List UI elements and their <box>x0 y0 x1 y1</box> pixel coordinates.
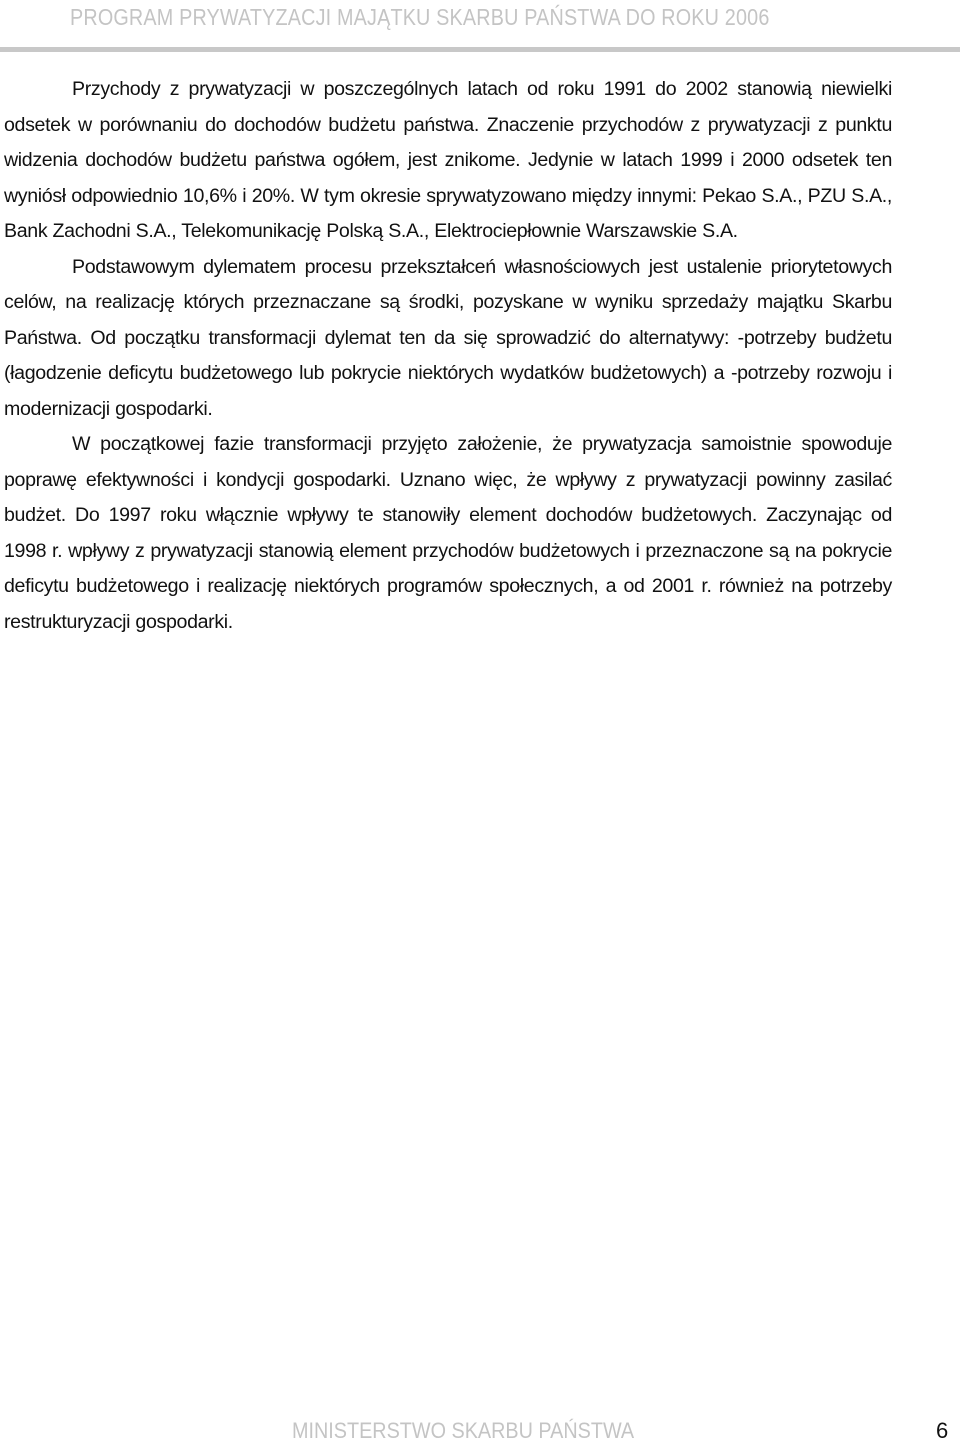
paragraph-1: Przychody z prywatyzacji w poszczególnych latach od roku 1991 do 2002 stanowią niewielki odsetek w porównaniu do dochodów budżetu państwa. Znaczenie przychodów z prywatyzacji z punktu widzenia dochodów budżetu państwa ogółem, jest znikome. Jedynie w latach 1999 i 2000 odsetek ten wyniósł odpowiednio 10,6% i 20%. W tym okresie sprywatyzowano między innymi: Pekao S.A., PZU S.A., Bank Zachodni S.A., Telekomunikację Polską S.A., Elektrociepłownie Warszawskie S.A. <box>4 78 892 242</box>
header-divider <box>0 47 960 52</box>
paragraph-2: Podstawowym dylematem procesu przekształceń własnościowych jest ustalenie priorytetowych celów, na realizację których przeznaczane są środki, pozyskane w wyniku sprzedaży majątku Skarbu Państwa. Od początku transformacji dylemat ten da się sprowadzić do alternatywy: -potrzeby budżetu (łagodzenie deficytu budżetowego lub pokrycie niektórych wydatków budżetowych) a -potrzeby rozwoju i modernizacji gospodarki. <box>4 255 892 420</box>
document-body <box>4 72 892 640</box>
paragraph-3: W początkowej fazie transformacji przyjęto założenie, że prywatyzacja samoistnie spowoduje poprawę efektywności i kondycji gospodarki. Uznano więc, że wpływy z prywatyzacji powinny zasilać budżet. Do 1997 roku włącznie wpływy te stanowiły element dochodów budżetowych. Zaczynając od 1998 r. wpływy z prywatyzacji stanowią element przychodów budżetowych i przeznaczone są na pokrycie deficytu budżetowego i realizację niektórych programów społecznych, a od 2001 r. również na potrzeby restrukturyzacji gospodarki. <box>4 433 892 633</box>
footer-ministry-name: MINISTERSTWO SKARBU PAŃSTWA <box>292 1418 635 1443</box>
running-header-title: PROGRAM PRYWATYZACJI MAJĄTKU SKARBU PAŃSTWA DO ROKU 2006 <box>70 4 770 30</box>
page-number: 6 <box>936 1418 949 1443</box>
